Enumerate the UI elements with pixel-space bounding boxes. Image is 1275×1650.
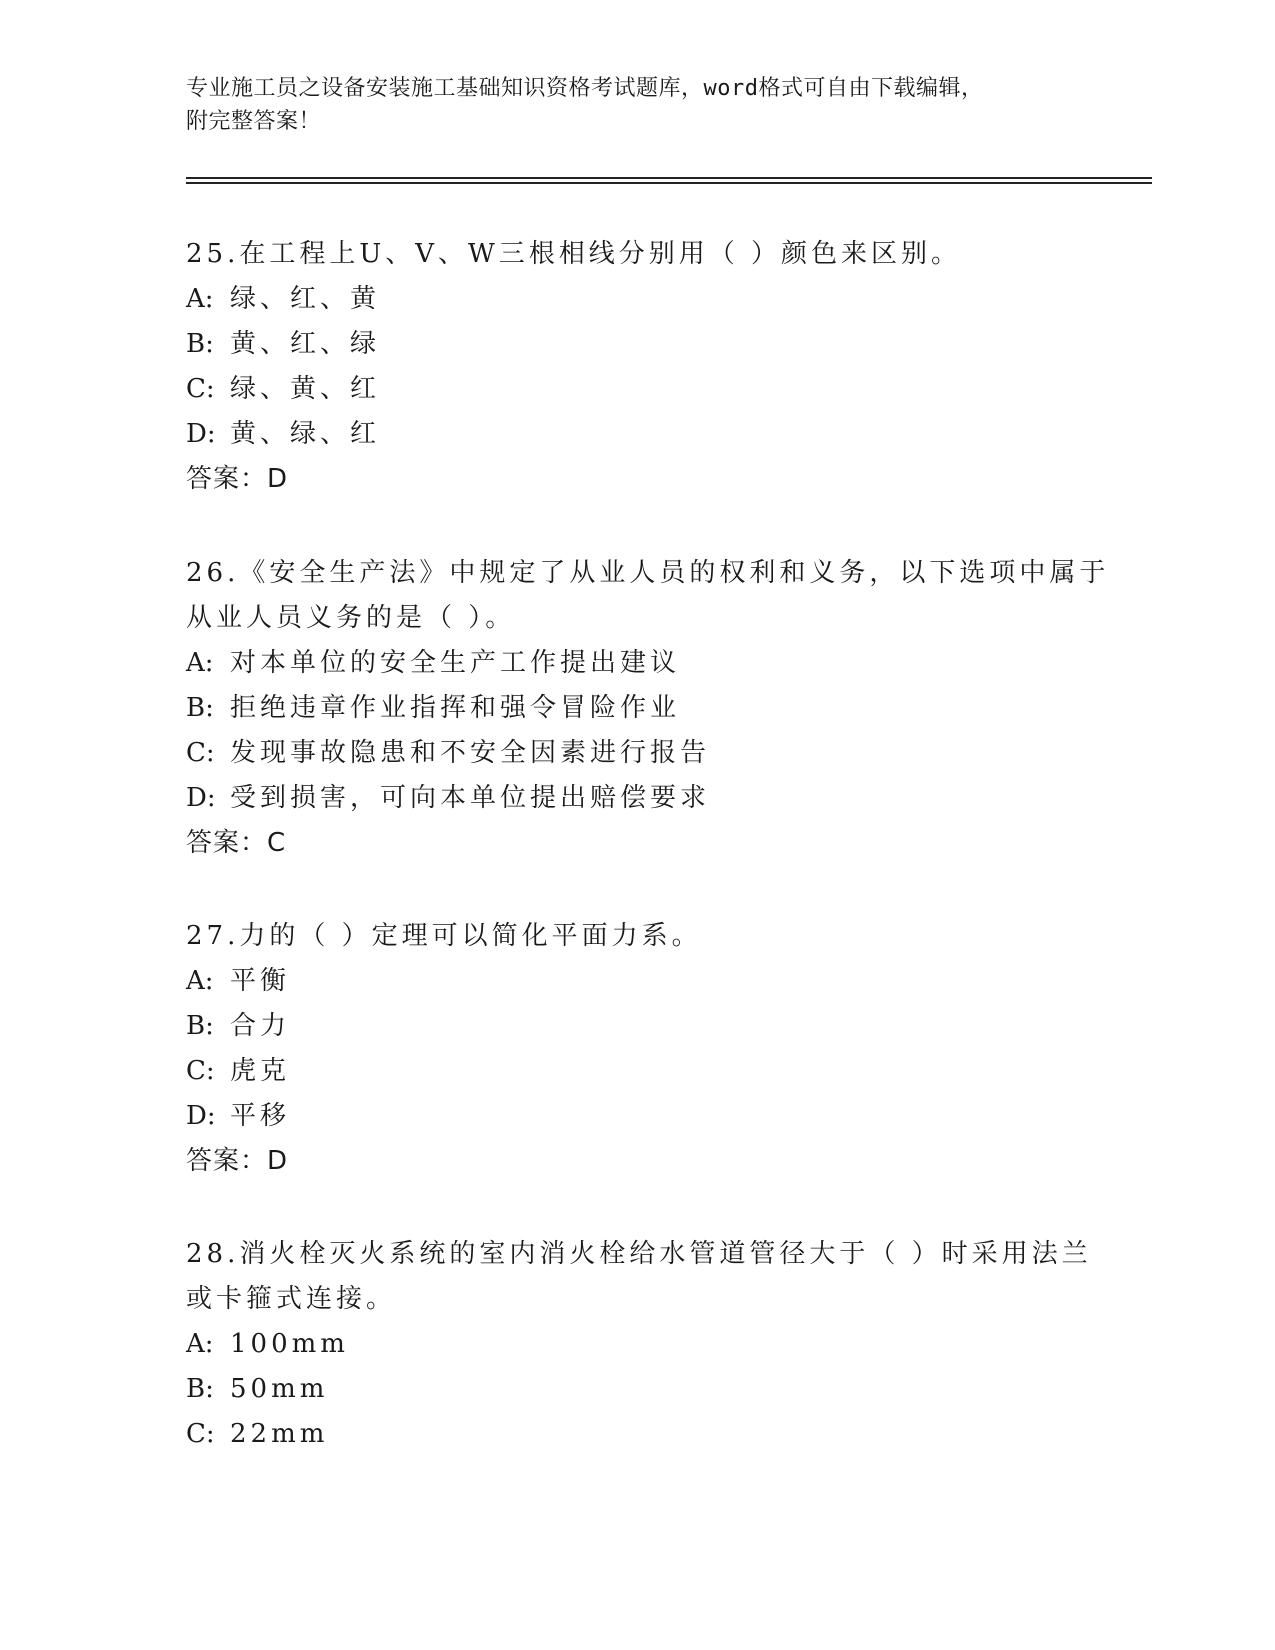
option-letter: B: — [186, 1011, 214, 1041]
option-c — [186, 367, 1086, 412]
option-letter: B: — [186, 329, 214, 359]
option-letter: A: — [186, 284, 214, 314]
header-divider-top — [186, 177, 1152, 179]
option-d — [186, 776, 1086, 821]
option-letter: C: — [186, 1419, 215, 1449]
option-b — [186, 686, 1086, 731]
option-b — [186, 322, 1086, 367]
option-text: 对本单位的安全生产工作提出建议 — [230, 648, 681, 678]
option-c — [186, 1412, 1086, 1457]
option-text: 绿、红、黄 — [230, 284, 381, 314]
option-text: 受到损害，可向本单位提出赔偿要求 — [230, 783, 711, 813]
option-text: 发现事故隐患和不安全因素进行报告 — [230, 738, 711, 768]
option-letter: D: — [186, 1101, 216, 1131]
option-text: 虎克 — [230, 1056, 291, 1086]
option-text: 绿、黄、红 — [230, 374, 381, 404]
option-letter: D: — [186, 783, 216, 813]
option-letter: D: — [186, 419, 216, 449]
option-text: 拒绝违章作业指挥和强令冒险作业 — [230, 693, 681, 723]
option-c — [186, 731, 1086, 776]
header-divider-bottom — [186, 182, 1152, 184]
option-d — [186, 1094, 1086, 1139]
option-c — [186, 1049, 1086, 1094]
answer: 答案：D — [186, 464, 289, 494]
question-stem-continued: 或卡箍式连接。 — [186, 1284, 397, 1314]
question-stem-continued: 从业人员义务的是（ ）。 — [186, 603, 516, 633]
question-26 — [186, 551, 1110, 866]
option-text: 平移 — [230, 1101, 291, 1131]
option-letter: A: — [186, 648, 214, 678]
question-stem: 25.在工程上U、V、W三根相线分别用（ ）颜色来区别。 — [186, 239, 962, 269]
question-stem: 27.力的（ ）定理可以简化平面力系。 — [186, 921, 702, 951]
option-letter: C: — [186, 738, 215, 768]
answer: 答案：C — [186, 828, 287, 858]
question-27 — [186, 914, 1086, 1184]
question-stem: 28.消火栓灭火系统的室内消火栓给水管道管径大于（ ）时采用法兰 — [186, 1239, 1092, 1269]
option-text: 平衡 — [230, 966, 291, 996]
option-a — [186, 959, 1086, 1004]
option-letter: C: — [186, 374, 215, 404]
option-text: 合力 — [230, 1011, 291, 1041]
option-text: 50mm — [230, 1374, 329, 1404]
question-28 — [186, 1232, 1092, 1457]
option-text: 黄、红、绿 — [230, 329, 381, 359]
question-25 — [186, 232, 1086, 502]
option-d — [186, 412, 1086, 457]
option-letter: B: — [186, 1374, 214, 1404]
option-a — [186, 641, 1086, 686]
option-b — [186, 1367, 1086, 1412]
document-header — [186, 72, 1086, 138]
option-letter: C: — [186, 1056, 215, 1086]
header-title-line-1: 专业施工员之设备安装施工基础知识资格考试题库，word格式可自由下载编辑， — [186, 76, 984, 101]
option-text: 22mm — [230, 1419, 329, 1449]
option-b — [186, 1004, 1086, 1049]
question-stem: 26.《安全生产法》中规定了从业人员的权利和义务，以下选项中属于 — [186, 558, 1110, 588]
option-letter: A: — [186, 966, 214, 996]
option-text: 黄、绿、红 — [230, 419, 381, 449]
header-title-line-2: 附完整答案！ — [186, 109, 322, 134]
option-letter: B: — [186, 693, 214, 723]
option-letter: A: — [186, 1329, 214, 1359]
option-a — [186, 1322, 1086, 1367]
option-a — [186, 277, 1086, 322]
answer: 答案：D — [186, 1146, 289, 1176]
option-text: 100mm — [230, 1329, 349, 1359]
